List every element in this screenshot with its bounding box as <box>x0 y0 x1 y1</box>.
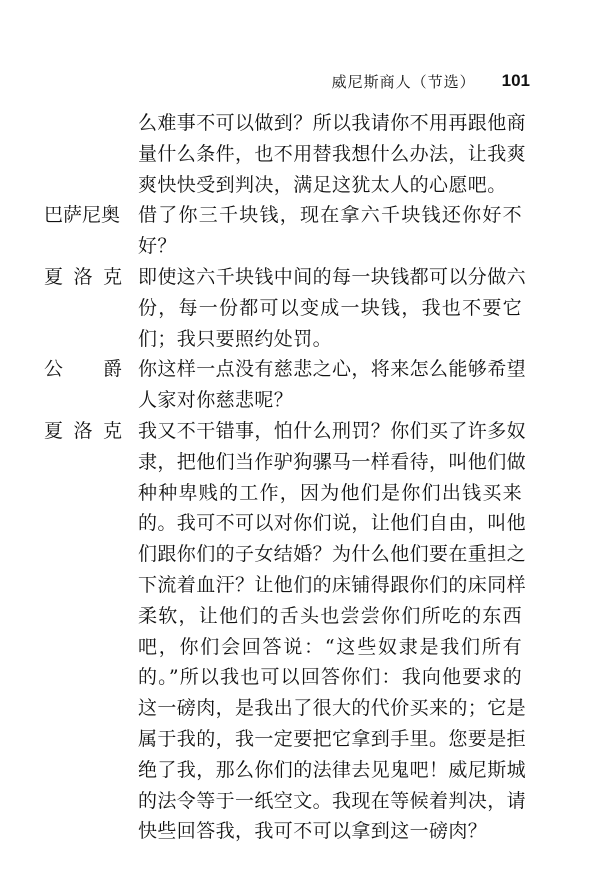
text-line: 我又不干错事，怕什么刑罚？你们买了许多奴 <box>138 419 527 442</box>
speech-text <box>138 108 527 200</box>
text-line: 下流着血汗？让他们的床铺得跟你们的床同样 <box>138 573 527 596</box>
text-line: 么难事不可以做到？所以我请你不用再跟他商 <box>138 112 527 134</box>
text-line: 隶，把他们当作驴狗骡马一样看待，叫他们做 <box>138 450 527 473</box>
text-line: 属于我的，我一定要把它拿到手里。您要是拒 <box>138 727 527 750</box>
text-line: 种种卑贱的工作，因为他们是你们出钱买来 <box>138 481 522 504</box>
text-line: 你这样一点没有慈悲之心，将来怎么能够希望 <box>138 358 527 381</box>
text-line: 吧，你们会回答说：“这些奴隶是我们所有 <box>138 635 522 658</box>
dialogue-entry <box>44 354 527 416</box>
text-line: 的。我可不可以对你们说，让他们自由，叫他 <box>138 512 527 535</box>
speech-text <box>138 354 527 416</box>
speech-text <box>138 200 524 262</box>
speaker-name <box>44 108 138 200</box>
speaker-name: 夏 洛 克 <box>44 265 122 288</box>
speaker-name: 夏 洛 克 <box>44 419 122 442</box>
speech-text <box>138 416 527 847</box>
text-line: 即使这六千块钱中间的每一块钱都可以分做六 <box>138 265 527 288</box>
running-header <box>332 68 530 94</box>
dialogue-entry <box>44 262 527 354</box>
text-line: 的。”所以我也可以回答你们：我向他要求的 <box>138 666 522 689</box>
dialogue-entry <box>44 200 524 262</box>
dialogue-entry <box>44 416 527 847</box>
text-line: 快些回答我，我可不可以拿到这一磅肉？ <box>138 820 488 843</box>
chapter-title: 威尼斯商人（节选） <box>331 72 476 91</box>
speaker-name: 公 爵 <box>44 358 122 381</box>
text-line: 这一磅肉，是我出了很大的代价买来的；它是 <box>138 697 527 720</box>
speaker-name: 巴萨尼奥 <box>44 204 121 227</box>
page-number: 101 <box>501 71 530 90</box>
text-line: 借了你三千块钱，现在拿六千块钱还你好不 <box>138 204 522 227</box>
text-line: 份，每一份都可以变成一块钱，我也不要它 <box>138 296 522 319</box>
text-line: 量什么条件，也不用替我想什么办法，让我爽 <box>138 142 527 165</box>
text-line: 们跟你们的子女结婚？为什么他们要在重担之 <box>138 543 527 566</box>
text-line: 好？ <box>138 235 177 258</box>
text-line: 绝了我，那么你们的法律去见鬼吧！威尼斯城 <box>138 758 527 781</box>
dialogue-body <box>44 108 527 847</box>
text-line: 人家对你慈悲呢？ <box>138 389 294 412</box>
text-line: 的法令等于一纸空文。我现在等候着判决，请 <box>138 789 527 812</box>
text-line: 爽快快受到判决，满足这犹太人的心愿吧。 <box>138 173 507 196</box>
text-line: 柔软，让他们的舌头也尝尝你们所吃的东西 <box>138 604 522 627</box>
text-line: 们；我只要照约处罚。 <box>138 327 333 350</box>
dialogue-entry <box>44 108 527 200</box>
speech-text <box>138 262 527 354</box>
